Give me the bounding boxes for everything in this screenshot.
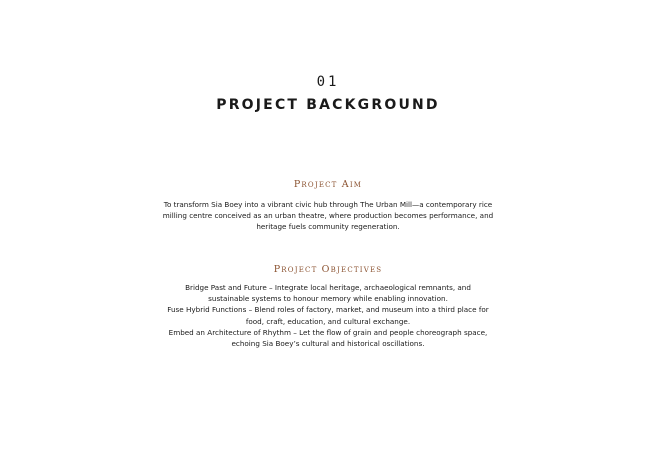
objective-line: Bridge Past and Future – Integrate local heritage, archaeological remnants, and — [185, 283, 471, 292]
objective-line: food, craft, education, and cultural exchange. — [245, 316, 411, 326]
project-aim-heading: Project Aim — [293, 179, 363, 190]
project-aim-body — [120, 199, 536, 233]
section-number: 01 — [316, 74, 340, 90]
aim-line: heritage fuels community regeneration. — [256, 222, 400, 232]
objective-line: Fuse Hybrid Functions – Blend roles of factory, market, and museum into a third place for — [167, 305, 489, 315]
aim-line: milling centre conceived as an urban theatre, where production becomes performance, and — [162, 211, 494, 221]
page-title: PROJECT BACKGROUND — [216, 97, 440, 113]
project-objectives-heading: Project Objectives — [273, 264, 383, 275]
project-objectives-body — [120, 282, 536, 349]
objective-line: sustainable systems to honour memory while enabling innovation. — [208, 294, 448, 304]
aim-line: To transform Sia Boey into a vibrant civic hub through The Urban Mill—a contemporary rice — [163, 200, 493, 209]
objective-line: echoing Sia Boey’s cultural and historical oscillations. — [231, 339, 425, 349]
objective-line: Embed an Architecture of Rhythm – Let the flow of grain and people choreograph space, — [168, 327, 488, 337]
